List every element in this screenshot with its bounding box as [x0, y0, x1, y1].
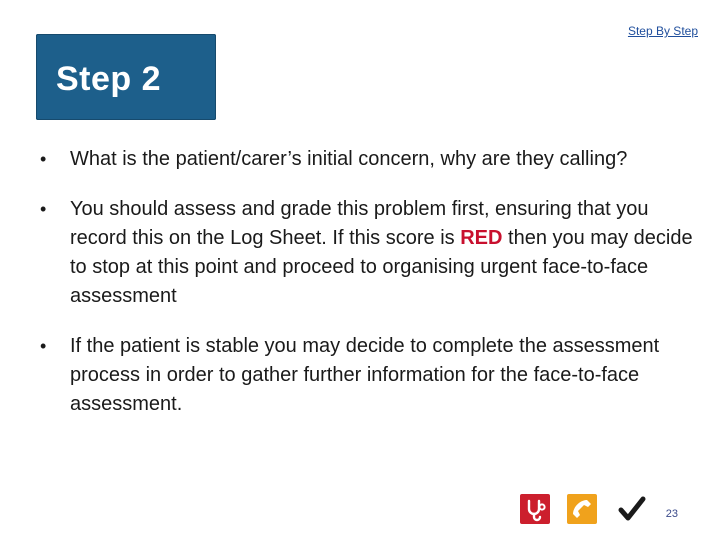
step-by-step-link[interactable]: Step By Step: [627, 24, 698, 38]
checkmark-icon: [617, 494, 647, 524]
page-number: 23: [665, 508, 678, 520]
bullet-marker: •: [40, 149, 47, 169]
bullet-item-stable: [40, 332, 700, 419]
bullet-item-assess: [40, 195, 700, 311]
bullet-marker: •: [40, 199, 47, 219]
bullet-list: [40, 145, 700, 440]
stethoscope-icon: [520, 494, 550, 524]
red-highlight: RED: [460, 227, 503, 249]
bullet-item-concern: [40, 145, 700, 174]
bullet-text: What is the patient/carer’s initial concern, why are they calling?: [70, 148, 628, 170]
page-title: Step 2: [56, 60, 162, 98]
title-box: [36, 34, 216, 120]
bullet-text: If the patient is stable you may decide to complete the assessment process in order to gather further information for the face-to-face assessment.: [70, 335, 660, 415]
bullet-text-after: then you may decide to stop at this point and proceed to organising urgent face-to-face assessment: [70, 227, 693, 307]
bullet-marker: •: [40, 336, 47, 356]
bullet-text-before: You should assess and grade this problem first, ensuring that you record this on the Log Sheet. If this score is: [70, 198, 649, 249]
phone-icon: [567, 494, 597, 524]
